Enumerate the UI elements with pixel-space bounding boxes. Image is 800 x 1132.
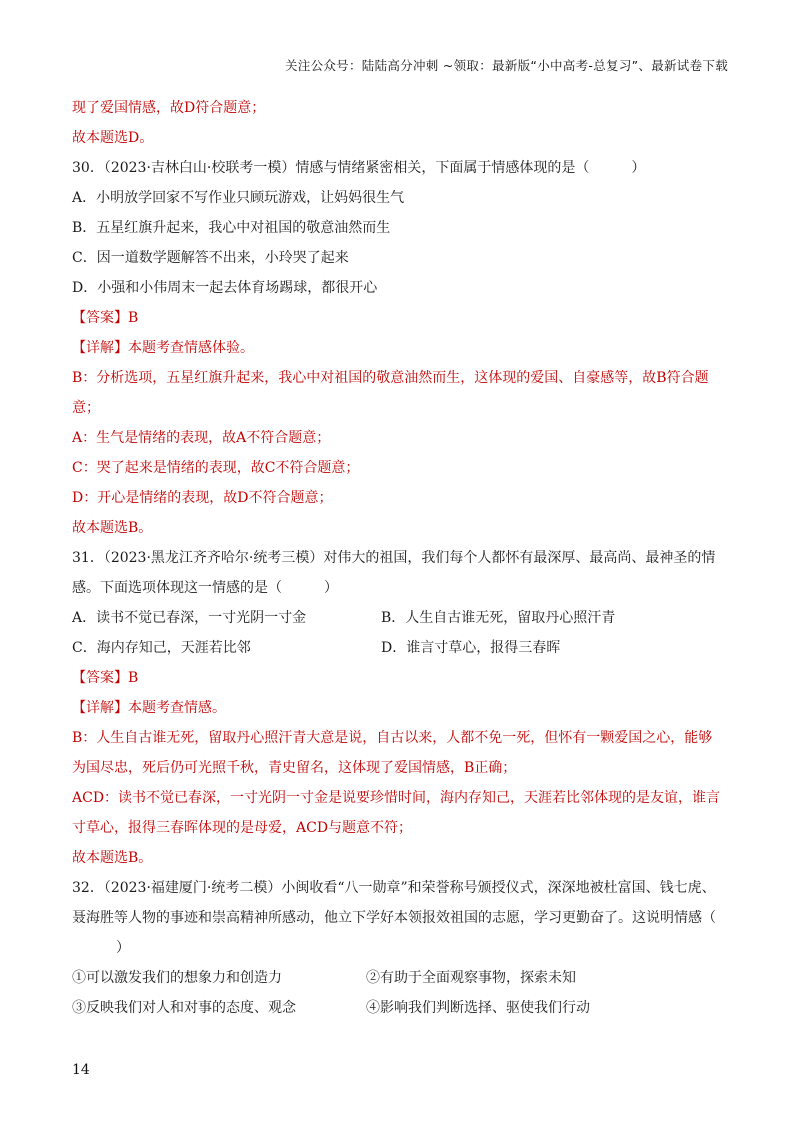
question-32-option-4: ④影响我们判断选择、驱使我们行动 xyxy=(366,1000,590,1016)
header-promo-note: 关注公众号：陆陆高分冲刺 ~领取：最新版“小中高考-总复习”、最新试卷下载 xyxy=(284,58,728,73)
page-number: 14 xyxy=(72,1062,90,1078)
question-31-options-row-2 xyxy=(72,633,732,663)
document-body xyxy=(72,93,732,1023)
answer-explanation-line: 现了爱国情感，故D符合题意； xyxy=(72,100,266,116)
question-32-options-row-2 xyxy=(72,993,732,1023)
question-30-conclusion: 故本题选B。 xyxy=(72,520,153,536)
question-30-explanation-b: B：分析选项，五星红旗升起来，我心中对祖国的敬意油然而生，这体现的爱国、自豪感等，故B符合题 xyxy=(72,370,709,386)
answer-conclusion-line: 故本题选D。 xyxy=(72,130,154,146)
question-31-explanation-b-cont: 为国尽忠，死后仍可光照千秋，青史留名，这体现了爱国情感，B正确； xyxy=(72,760,517,776)
question-31-explanation-b: B：人生自古谁无死，留取丹心照汗青大意是说，自古以来，人都不免一死，但怀有一颗爱国之心，能够 xyxy=(72,730,713,746)
question-30-option-a: A．小明放学回家不写作业只顾玩游戏，让妈妈很生气 xyxy=(72,190,405,206)
question-30-explanation-d: D：开心是情绪的表现，故D不符合题意； xyxy=(72,490,333,506)
question-31-detail: 【详解】本题考查情感。 xyxy=(72,700,226,716)
question-31-option-a: A．读书不觉已春深，一寸光阴一寸金 xyxy=(72,610,307,626)
question-30-explanation-c: C：哭了起来是情绪的表现，故C不符合题意； xyxy=(72,460,360,476)
question-31-option-d: D．谁言寸草心，报得三春晖 xyxy=(381,640,561,656)
question-30-option-d: D．小强和小伟周末一起去体育场踢球，都很开心 xyxy=(72,280,378,296)
question-30-stem: 30．（2023·吉林白山·校联考一模）情感与情绪紧密相关，下面属于情感体现的是（ ） xyxy=(72,160,646,176)
question-32-option-1: ①可以激发我们的想象力和创造力 xyxy=(72,970,282,986)
question-32-stem: 32．（2023·福建厦门·统考二模）小闽收看“八一勋章”和荣誉称号颁授仪式，深深地被杜富国、钱七虎、 xyxy=(72,880,716,896)
question-32-options-row-1 xyxy=(72,963,732,993)
question-31-stem: 31．（2023·黑龙江齐齐哈尔·统考三模）对伟大的祖国，我们每个人都怀有最深厚、最高尚、最神圣的情 xyxy=(72,550,716,566)
question-31-conclusion: 故本题选B。 xyxy=(72,850,153,866)
question-31-stem-cont: 感。下面选项体现这一情感的是（ ） xyxy=(72,580,338,596)
question-31-option-b: B．人生自古谁无死，留取丹心照汗青 xyxy=(381,610,616,626)
question-31-answer: 【答案】B xyxy=(72,670,139,686)
question-31-explanation-acd-cont: 寸草心，报得三春晖体现的是母爱，ACD与题意不符； xyxy=(72,820,413,836)
question-32-stem-end: ） xyxy=(116,940,130,956)
question-30-option-c: C．因一道数学题解答不出来，小玲哭了起来 xyxy=(72,250,349,266)
question-32-option-2: ②有助于全面观察事物，探索未知 xyxy=(366,970,576,986)
question-31-options-row-1 xyxy=(72,603,732,633)
question-31-explanation-acd: ACD：读书不觉已春深，一寸光阴一寸金是说要珍惜时间，海内存知己，天涯若比邻体现的是友谊，谁言 xyxy=(72,790,721,806)
question-30-explanation-b-cont: 意； xyxy=(72,400,100,416)
question-30-explanation-a: A：生气是情绪的表现，故A不符合题意； xyxy=(72,430,331,446)
question-30-detail: 【详解】本题考查情感体验。 xyxy=(72,340,254,356)
question-32-option-3: ③反映我们对人和对事的态度、观念 xyxy=(72,1000,296,1016)
question-32-stem-cont: 聂海胜等人物的事迹和崇高精神所感动，他立下学好本领报效祖国的志愿，学习更勤奋了。这说明情感（ xyxy=(72,910,716,926)
question-30-answer: 【答案】B xyxy=(72,310,139,326)
question-31-option-c: C．海内存知己，天涯若比邻 xyxy=(72,640,251,656)
question-30-option-b: B．五星红旗升起来，我心中对祖国的敬意油然而生 xyxy=(72,220,391,236)
